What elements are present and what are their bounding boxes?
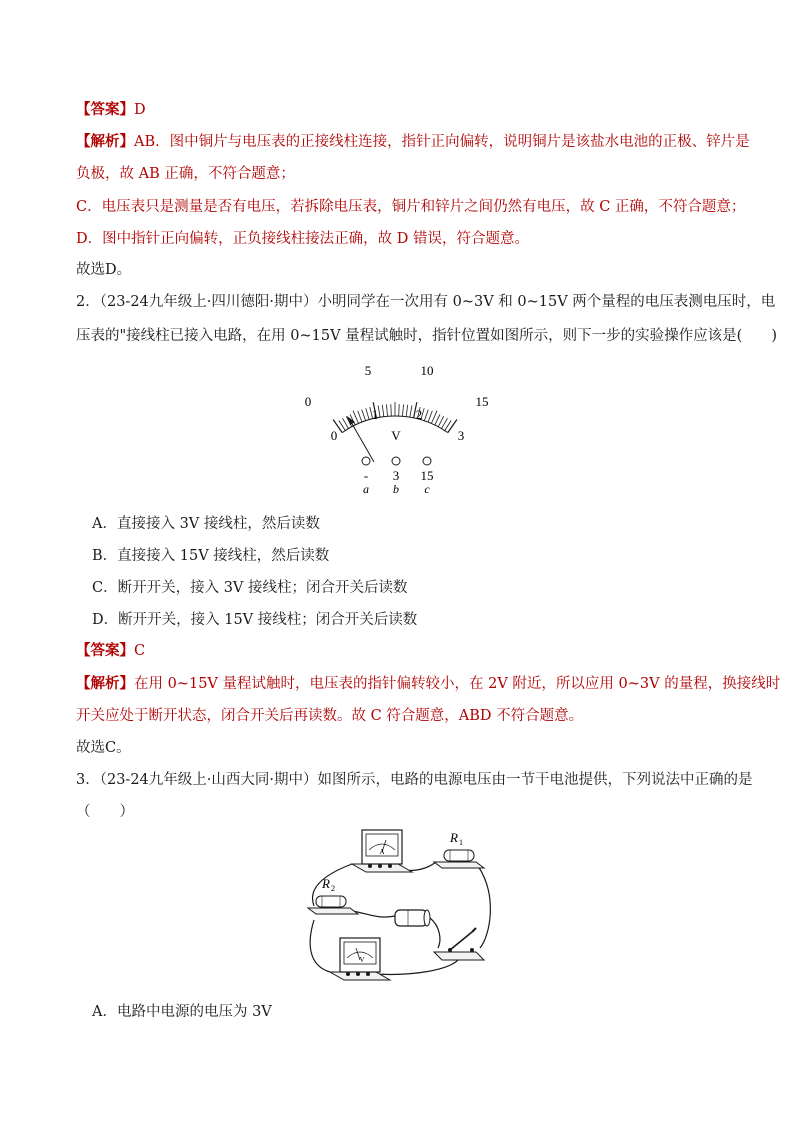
q2-analysis-tag: 【解析】	[76, 675, 134, 692]
dial-tick	[387, 404, 388, 416]
dial-tick	[382, 405, 384, 417]
terminal-label-15: 15	[420, 468, 434, 483]
q1-answer-line	[76, 100, 146, 120]
r2-label: R	[322, 876, 330, 891]
dial-tick	[406, 405, 408, 417]
dial-pointer	[351, 422, 374, 462]
wire-r2-voltmeter	[310, 920, 330, 972]
q2-answer-line	[76, 641, 145, 661]
dial-top-label-10: 10	[420, 363, 434, 378]
dial-top-label-5: 5	[364, 363, 372, 378]
dial-tick	[428, 411, 432, 422]
terminal-label-3: 3	[392, 468, 400, 483]
circuit-figure	[300, 826, 500, 994]
terminal-negative	[362, 457, 370, 465]
dial-tick	[448, 420, 457, 433]
dial-tick	[403, 404, 404, 416]
dial-tick	[410, 405, 412, 417]
r2-subscript: 2	[331, 884, 335, 893]
dial-bottom-label-3: 3	[457, 428, 465, 443]
battery	[395, 910, 430, 926]
ammeter-device	[352, 830, 412, 872]
q1-answer-tag: 【答案】	[76, 101, 134, 118]
dial-tick	[362, 410, 366, 421]
q1-answer-value: D	[134, 102, 146, 118]
q1-analysis-line-2: 负极，故 AB 正确，不符合题意；	[76, 166, 295, 182]
q2-analysis-text-1: 在用 0~15V 量程试触时，电压表的指针偏转较小，在 2V 附近，所以应用 0~3V 的量程，换接线时	[134, 676, 781, 692]
wire-r1-switch	[478, 866, 490, 948]
q2-option-c: C．断开开关，接入 3V 接线柱；闭合开关后读数	[92, 580, 408, 596]
q1-analysis-tag: 【解析】	[76, 133, 134, 150]
terminal-letter-a: a	[363, 482, 369, 496]
dial-unit-label: V	[391, 428, 401, 443]
r1-label: R	[450, 830, 458, 845]
switch	[434, 928, 484, 960]
terminal-15v	[423, 457, 431, 465]
dial-tick	[358, 411, 362, 422]
q2-conclusion: 故选C。	[76, 740, 131, 756]
wire-battery-switch	[430, 918, 440, 948]
q2-option-b: B．直接接入 15V 接线柱，然后读数	[92, 548, 330, 564]
q1-analysis-line-3: C．电压表只是测量是否有电压，若拆除电压表，铜片和锌片之间仍然有电压，故 C 正确，不符合题意；	[76, 199, 746, 215]
r1-subscript: 1	[459, 838, 463, 847]
voltmeter-dial-figure	[290, 358, 500, 503]
q3-stem-line-1: 3．（23-24九年级上·山西大同·期中）如图所示，电路的电源电压由一节干电池提供，下列说法中正确的是	[76, 772, 753, 788]
resistor-r1	[434, 830, 484, 868]
ammeter-symbol: A	[379, 848, 385, 856]
q2-analysis-line-2: 开关应处于断开状态，闭合开关后再读数。故 C 符合题意，ABD 不符合题意。	[76, 708, 584, 724]
q2-option-a: A．直接接入 3V 接线柱，然后读数	[92, 516, 320, 532]
resistor-r2	[308, 876, 358, 914]
q1-analysis-text-1: AB．图中铜片与电压表的正接线柱连接，指针正向偏转，说明铜片是该盐水电池的正极、锌片是	[134, 134, 750, 150]
q1-analysis-line-4: D．图中指针正向偏转，正负接线柱接法正确，故 D 错误，符合题意。	[76, 231, 529, 247]
q2-answer-value: C	[134, 643, 146, 659]
q1-analysis-line-1	[76, 132, 750, 152]
q2-stem-line-2: 压表的"接线柱已接入电路，在用 0~15V 量程试触时，指针位置如图所示，则下一步的实验操作应该是( )	[76, 328, 777, 344]
terminal-3v	[392, 457, 400, 465]
q2-answer-tag: 【答案】	[76, 642, 134, 659]
dial-top-label-15: 15	[475, 394, 489, 409]
dial-tick	[438, 416, 444, 427]
dial-tick	[424, 410, 428, 421]
dial-top-label-0: 0	[304, 394, 312, 409]
terminal-letter-b: b	[393, 482, 399, 496]
q3-stem-line-2: （ ）	[76, 804, 134, 820]
dial-bottom-label-1: 1	[371, 407, 379, 422]
q2-analysis-line-1	[76, 674, 780, 694]
dial-tick	[435, 414, 440, 425]
dial-tick	[366, 408, 369, 420]
q2-option-d: D．断开开关，接入 15V 接线柱；闭合开关后读数	[92, 612, 418, 628]
q1-conclusion: 故选D。	[76, 262, 132, 278]
q2-stem-line-1: 2．（23-24九年级上·四川德阳·期中）小明同学在一次用有 0~3V 和 0~15V 两个量程的电压表测电压时，电	[76, 294, 776, 310]
dial-bottom-label-2: 2	[415, 407, 423, 422]
dial-tick	[378, 405, 380, 417]
dial-tick	[391, 404, 392, 416]
terminal-letter-c: c	[424, 482, 430, 496]
dial-bottom-label-0: 0	[330, 428, 338, 443]
dial-tick	[399, 404, 400, 416]
terminal-label-negative: -	[363, 468, 369, 483]
q3-option-a: A．电路中电源的电压为 3V	[92, 1004, 272, 1020]
voltmeter-symbol: V	[359, 956, 365, 964]
